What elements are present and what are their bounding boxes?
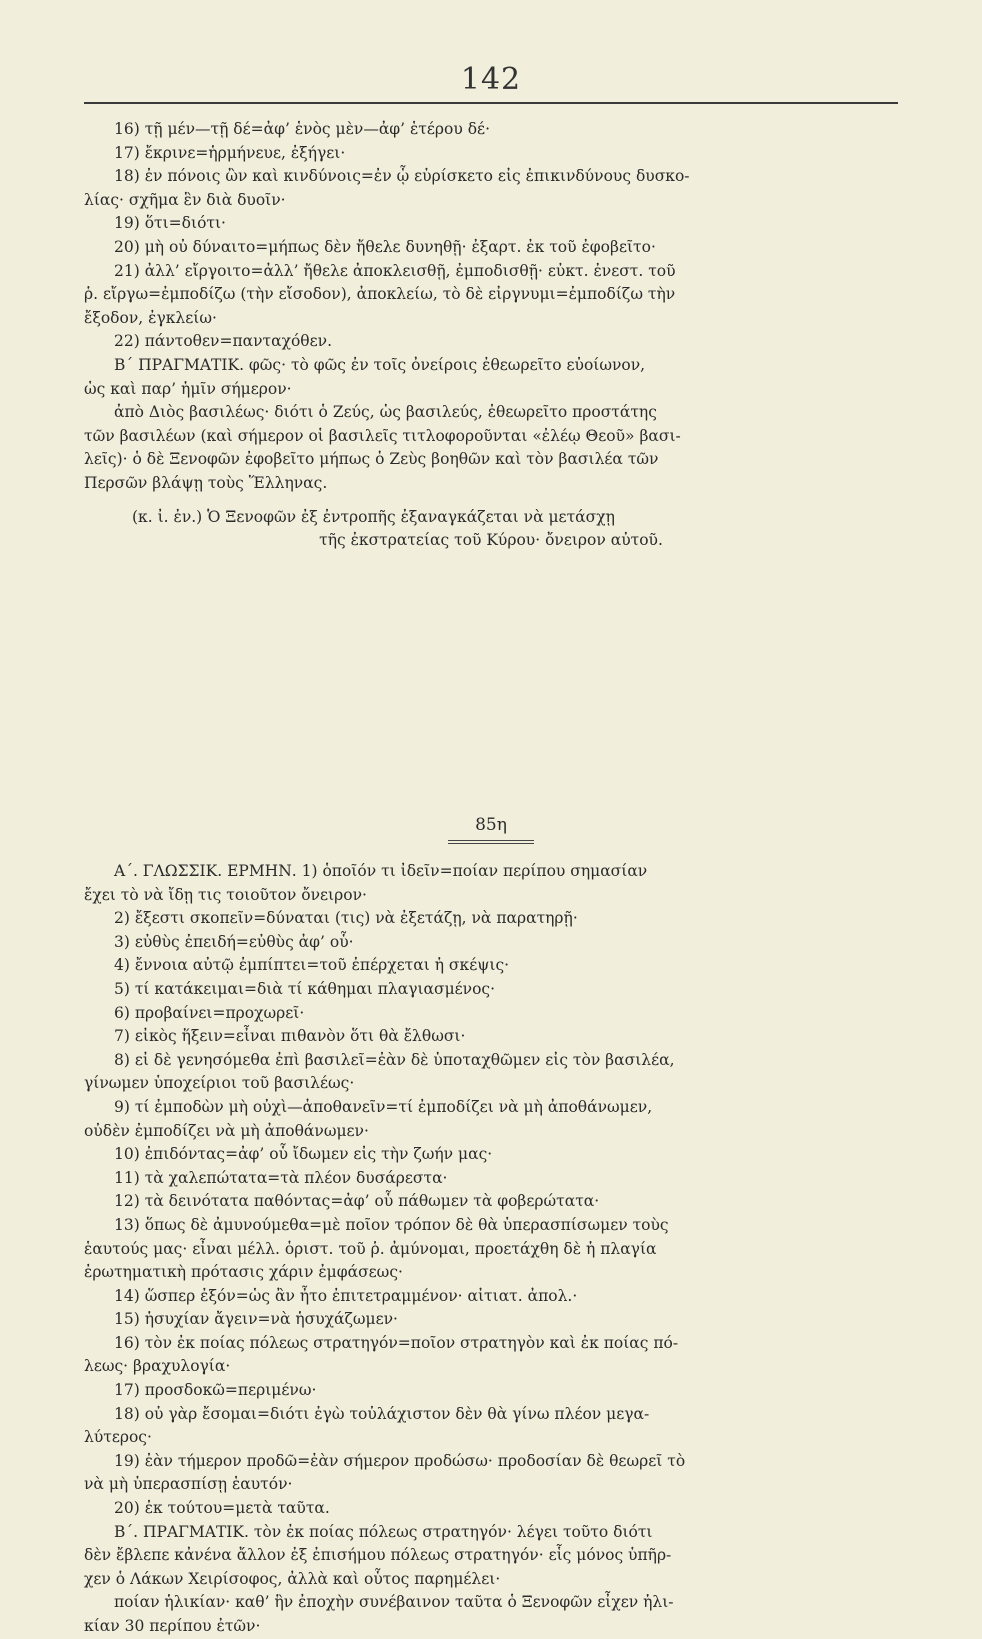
- note-22: 22) πάντοθεν=πανταχόθεν.: [114, 332, 333, 351]
- gloss-item: 6) προβαίνει=προχωρεῖ·: [114, 1003, 305, 1022]
- gloss-line: οὐδὲν ἐμποδίζει νὰ μὴ ἀποθάνωμεν·: [84, 1121, 369, 1140]
- gloss-item: 7) εἰκὸς ἥξειν=εἶναι πιθανὸν ὅτι θὰ ἔλθωσι·: [114, 1027, 466, 1046]
- note-21-cont2: ἔξοδον, ἐγκλείω·: [84, 308, 217, 327]
- gloss-item: 15) ἡσυχίαν ἄγειν=νὰ ἡσυχάζωμεν·: [114, 1310, 398, 1329]
- note-17: 17) ἔκρινε=ἡρμήνευε, ἐξήγει·: [114, 143, 346, 162]
- pragmatic-line: ἀπὸ Διὸς βασιλέως· διότι ὁ Ζεύς, ὡς βασιλεύς, ἐθεωρεῖτο προστάτης: [114, 403, 657, 422]
- gloss-item: 16) τὸν ἐκ ποίας πόλεως στρατηγόν=ποῖον στρατηγὸν καὶ ἐκ ποίας πό-: [114, 1333, 679, 1352]
- pragmatic-heading-b: Β΄. ΠΡΑΓΜΑΤΙΚ. τὸν ἐκ ποίας πόλεως στρατηγόν· λέγει τοῦτο διότι: [114, 1522, 653, 1541]
- gloss-line: γίνωμεν ὑποχείριοι τοῦ βασιλέως·: [84, 1074, 355, 1093]
- main-idea-line: (κ. ἰ. ἐν.) Ὁ Ξενοφῶν ἐξ ἐντροπῆς ἐξαναγκάζεται νὰ μετάσχῃ: [132, 507, 615, 526]
- pragmatic-line: τῶν βασιλέων (καὶ σήμερον οἱ βασιλεῖς τιτλοφοροῦνται «ἐλέῳ Θεοῦ» βασι-: [84, 426, 681, 445]
- header-rule: [84, 102, 898, 104]
- gloss-item: 19) ἐὰν τήμερον προδῶ=ἐὰν σήμερον προδώσω· προδοσίαν δὲ θεωρεῖ τὸ: [114, 1451, 686, 1470]
- gloss-item: 9) τί ἐμποδὼν μὴ οὐχὶ—ἀποθανεῖν=τί ἐμποδίζει νὰ μὴ ἀποθάνωμεν,: [114, 1097, 653, 1116]
- pragmatic-line: ποίαν ἡλικίαν· καθ’ ἣν ἐποχὴν συνέβαινον ταῦτα ὁ Ξενοφῶν εἶχεν ἡλι-: [114, 1593, 674, 1612]
- commentary-block-1: [84, 118, 898, 553]
- commentary-block-2: [84, 860, 898, 1639]
- section-number: 85η: [475, 815, 507, 835]
- glossary-heading-a: Α΄. ΓΛΩΣΣΙΚ. ΕΡΜΗΝ. 1) ὁποῖόν τι ἰδεῖν=ποίαν περίπου σημασίαν: [114, 862, 648, 880]
- gloss-line: ἔχει τὸ νὰ ἴδῃ τις τοιοῦτον ὄνειρον·: [84, 885, 367, 904]
- gloss-line: νὰ μὴ ὑπερασπίσῃ ἑαυτόν·: [84, 1475, 293, 1494]
- gloss-item: 3) εὐθὺς ἐπειδή=εὐθὺς ἀφ’ οὗ·: [114, 932, 354, 951]
- gloss-item: 18) οὐ γὰρ ἔσομαι=διότι ἐγὼ τοὐλάχιστον δὲν θὰ γίνω πλέον μεγα-: [114, 1404, 650, 1423]
- section-rule: [448, 843, 534, 844]
- page-number: 142: [460, 62, 522, 97]
- gloss-item: 11) τὰ χαλεπώτατα=τὰ πλέον δυσάρεστα·: [114, 1168, 448, 1187]
- pragmatic-line: λεῖς)· ὁ δὲ Ξενοφῶν ἐφοβεῖτο μήπως ὁ Ζεὺς βοηθῶν καὶ τὸν βασιλέα τῶν: [84, 450, 659, 469]
- gloss-item: 2) ἔξεστι σκοπεῖν=δύναται (τις) νὰ ἐξετάζῃ, νὰ παρατηρῇ·: [114, 909, 578, 928]
- gloss-line: λεως· βραχυλογία·: [84, 1357, 231, 1376]
- gloss-line: ἑαυτούς μας· εἶναι μέλλ. ὁριστ. τοῦ ῥ. ἀμύνομαι, προετάχθη δὲ ἡ πλαγία: [84, 1239, 657, 1258]
- gloss-item: 5) τί κατάκειμαι=διὰ τί κάθημαι πλαγιασμένος·: [114, 979, 496, 998]
- pragmatic-line: χεν ὁ Λάκων Χειρίσοφος, ἀλλὰ καὶ οὗτος παρημέλει·: [84, 1569, 501, 1588]
- note-21-cont: ῥ. εἴργω=ἐμποδίζω (τὴν εἴσοδον), ἀποκλείω, τὸ δὲ εἰργνυμι=ἐμποδίζω τὴν: [84, 285, 676, 304]
- pragmatic-line: δὲν ἔβλεπε κἀνένα ἄλλον ἐξ ἐπισήμου πόλεως στρατηγόν· εἷς μόνος ὑπῆρ-: [84, 1546, 672, 1565]
- gloss-item: 20) ἐκ τούτου=μετὰ ταῦτα.: [114, 1499, 330, 1518]
- note-18-cont: λίας· σχῆμα ἓν διὰ δυοῖν·: [84, 190, 286, 209]
- pragmatic-line: Περσῶν βλάψῃ τοὺς Ἕλληνας.: [84, 473, 328, 492]
- gloss-item: 13) ὅπως δὲ ἀμυνούμεθα=μὲ ποῖον τρόπον δὲ θὰ ὑπερασπίσωμεν τοὺς: [114, 1215, 669, 1234]
- note-19: 19) ὅτι=διότι·: [114, 214, 226, 233]
- gloss-item: 17) προσδοκῶ=περιμένω·: [114, 1381, 317, 1400]
- pragmatic-line: κίαν 30 περίπου ἐτῶν·: [84, 1617, 261, 1635]
- note-18: 18) ἐν πόνοις ὢν καὶ κινδύνοις=ἐν ᾧ εὑρίσκετο εἰς ἐπικινδύνους δυσκο-: [114, 167, 690, 186]
- gloss-item: 8) εἰ δὲ γενησόμεθα ἐπὶ βασιλεῖ=ἐὰν δὲ ὑποταχθῶμεν εἰς τὸν βασιλέα,: [114, 1050, 675, 1069]
- gloss-item: 12) τὰ δεινότατα παθόντας=ἀφ’ οὗ πάθωμεν τὰ φοβερώτατα·: [114, 1192, 600, 1211]
- gloss-item: 4) ἔννοια αὐτῷ ἐμπίπτει=τοῦ ἐπέρχεται ἡ σκέψις·: [114, 956, 510, 975]
- section-rule: [448, 840, 534, 841]
- note-21: 21) ἀλλ’ εἴργοιτο=ἀλλ’ ἤθελε ἀποκλεισθῇ, ἐμποδισθῇ· εὐκτ. ἐνεστ. τοῦ: [114, 261, 676, 280]
- gloss-line: ἐρωτηματικὴ πρότασις χάριν ἐμφάσεως·: [84, 1263, 403, 1282]
- pragmatic-heading-b: Β΄ ΠΡΑΓΜΑΤΙΚ. φῶς· τὸ φῶς ἐν τοῖς ὀνείροις ἐθεωρεῖτο εὐοίωνον,: [114, 355, 646, 374]
- note-16: 16) τῇ μέν—τῇ δέ=ἀφ’ ἑνὸς μὲν—ἀφ’ ἑτέρου δέ·: [114, 120, 490, 138]
- gloss-line: λύτερος·: [84, 1428, 152, 1447]
- note-20: 20) μὴ οὐ δύναιτο=μήπως δὲν ἤθελε δυνηθῇ· ἐξαρτ. ἐκ τοῦ ἐφοβεῖτο·: [114, 237, 656, 256]
- pragmatic-line: ὡς καὶ παρ’ ἡμῖν σήμερον·: [84, 379, 292, 398]
- main-idea-line: τῆς ἐκστρατείας τοῦ Κύρου· ὄνειρον αὐτοῦ.: [319, 531, 663, 550]
- gloss-item: 14) ὥσπερ ἐξόν=ὡς ἂν ἦτο ἐπιτετραμμένον· αἰτιατ. ἀπολ.·: [114, 1286, 578, 1305]
- gloss-item: 10) ἐπιδόντας=ἀφ’ οὗ ἴδωμεν εἰς τὴν ζωήν μας·: [114, 1145, 493, 1164]
